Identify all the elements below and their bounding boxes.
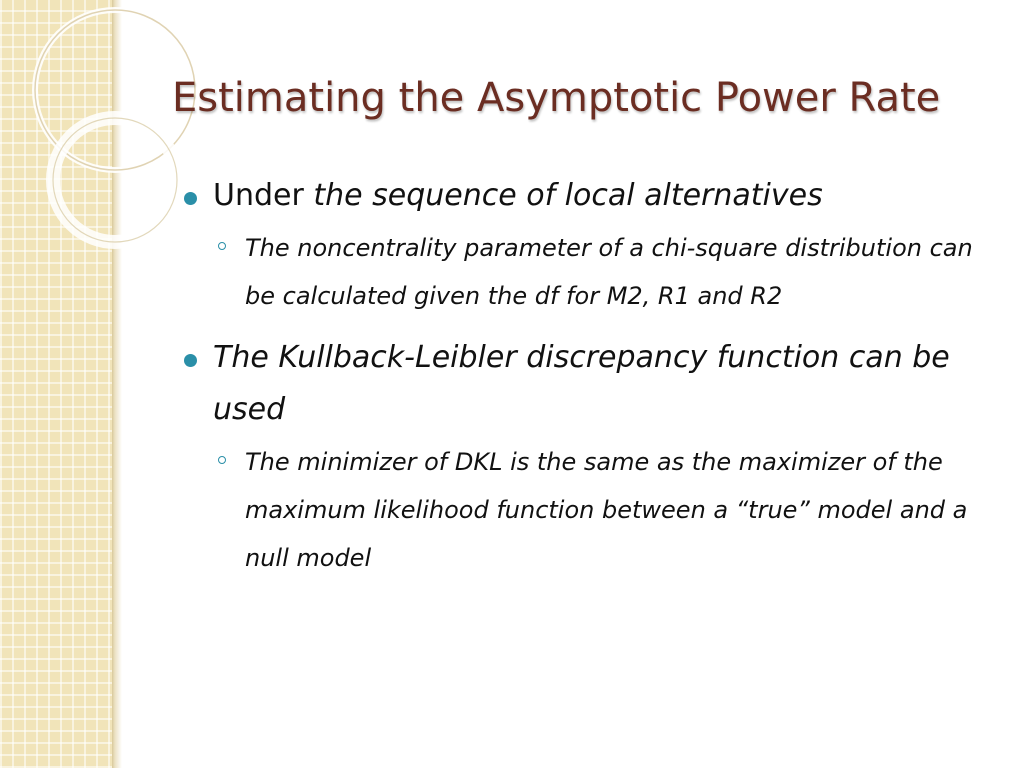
bullet-dot-icon [184, 192, 197, 205]
sub-bullet-item-2 [180, 438, 1000, 582]
bullet-item-1 [180, 170, 1000, 222]
sub-bullet-2-text: The minimizer of DKL is the same as the maximizer of the maximum likelihood function between a “true” model and a null model [245, 448, 968, 572]
bullet-1-plain-text: Under [213, 178, 314, 213]
bullet-item-2 [180, 332, 1000, 436]
bullet-dot-icon [184, 354, 197, 367]
sub-bullet-item-1 [180, 224, 1000, 320]
sub-bullet-ring-icon [218, 456, 226, 464]
sub-bullet-1-text: The noncentrality parameter of a chi-square distribution can be calculated given the df for M2, R1 and R2 [245, 234, 973, 310]
sub-bullet-ring-icon [218, 242, 226, 250]
slide-content [180, 170, 1000, 582]
bullet-2-text: The Kullback-Leibler discrepancy function can be used [213, 340, 950, 427]
bullet-1-italic-text: the sequence of local alternatives [313, 178, 823, 213]
decorative-circles [0, 0, 200, 280]
slide-title: Estimating the Asymptotic Power Rate [172, 75, 941, 121]
